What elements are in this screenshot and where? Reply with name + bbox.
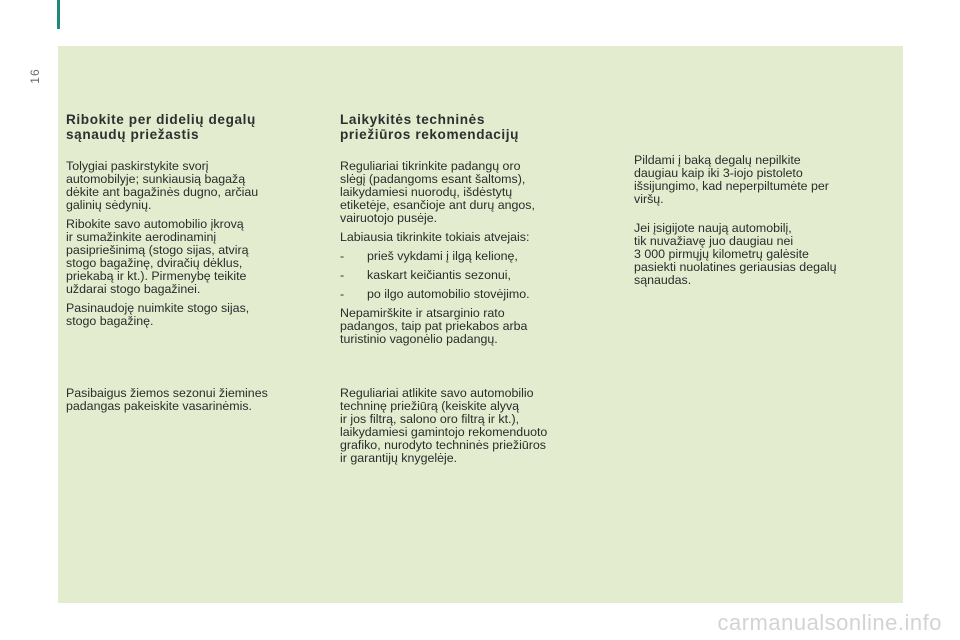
column-middle [340, 112, 615, 352]
paragraph-weight: Tolygiai paskirstykite svorį automobilyje; sunkiausią bagažą dėkite ant bagažinės dugno, arčiau galinių sėdynių. [66, 159, 259, 212]
accent-bar [57, 0, 60, 29]
list-intro: Labiausia tikrinkite tokiais atvejais: [340, 230, 530, 244]
content-panel [58, 46, 903, 603]
list-item: - po ilgo automobilio stovėjimo. [340, 287, 530, 301]
page-number: 16 [28, 68, 42, 84]
watermark: carmanualsonline.info [717, 610, 942, 635]
paragraph-tyre-pressure: Reguliariai tikrinkite padangų oro slėgį (padangoms esant šaltoms), laikydamiesi nuorodų, išdėstytų etiketėje, esančioje ant durų angos, vairuotojo pusėje. [340, 159, 535, 225]
paragraph-service: Reguliariai atlikite savo automobilio techninę priežiūrą (keiskite alyvą ir jos filtrą, salono oro filtrą ir kt.), laikydamiesi gamintojo rekomenduoto grafiko, nurodyto techninės priežiūros ir garantijų knygelėje. [340, 386, 548, 465]
paragraph-load: Ribokite savo automobilio įkrovą ir sumažinkite aerodinaminį pasipriešinimą (stogo sijas, atvirą stogo bagažinę, dviračių dėklus, priekabą ir kt.). Pirmenybę teikite uždarai stogo bagažinei. [66, 217, 249, 296]
paragraph-spare-tyre: Nepamirškite ir atsarginio rato padangos, taip pat priekabos arba turistinio vagonėlio padangų. [340, 306, 528, 346]
column-right [634, 154, 896, 293]
list-item: - prieš vykdami į ilgą kelionę, [340, 249, 518, 263]
column-left [66, 112, 320, 334]
section-title-fuel-causes: Ribokite per didelių degalų sąnaudų priežastis [66, 112, 256, 142]
section-title-maintenance: Laikykitės techninės priežiūros rekomendacijų [340, 112, 520, 142]
column-middle-bottom [340, 387, 615, 471]
list-item: - kaskart keičiantis sezonui, [340, 268, 511, 282]
paragraph-refuelling: Pildami į baką degalų nepilkite daugiau kaip iki 3-iojo pistoleto išsijungimo, kad neperpiltumėte per viršų. [634, 153, 829, 206]
check-list [340, 250, 615, 301]
paragraph-winter-tyres: Pasibaigus žiemos sezonui žiemines padangas pakeiskite vasarinėmis. [66, 386, 268, 413]
paragraph-new-car: Jei įsigijote naują automobilį, tik nuvažiavę juo daugiau nei 3 000 pirmųjų kilometrų galėsite pasiekti nuolatines geriausias degalų sąnaudas. [634, 221, 837, 287]
column-left-bottom [66, 387, 320, 419]
paragraph-roof-bars: Pasinaudoję nuimkite stogo sijas, stogo bagažinę. [66, 301, 250, 328]
